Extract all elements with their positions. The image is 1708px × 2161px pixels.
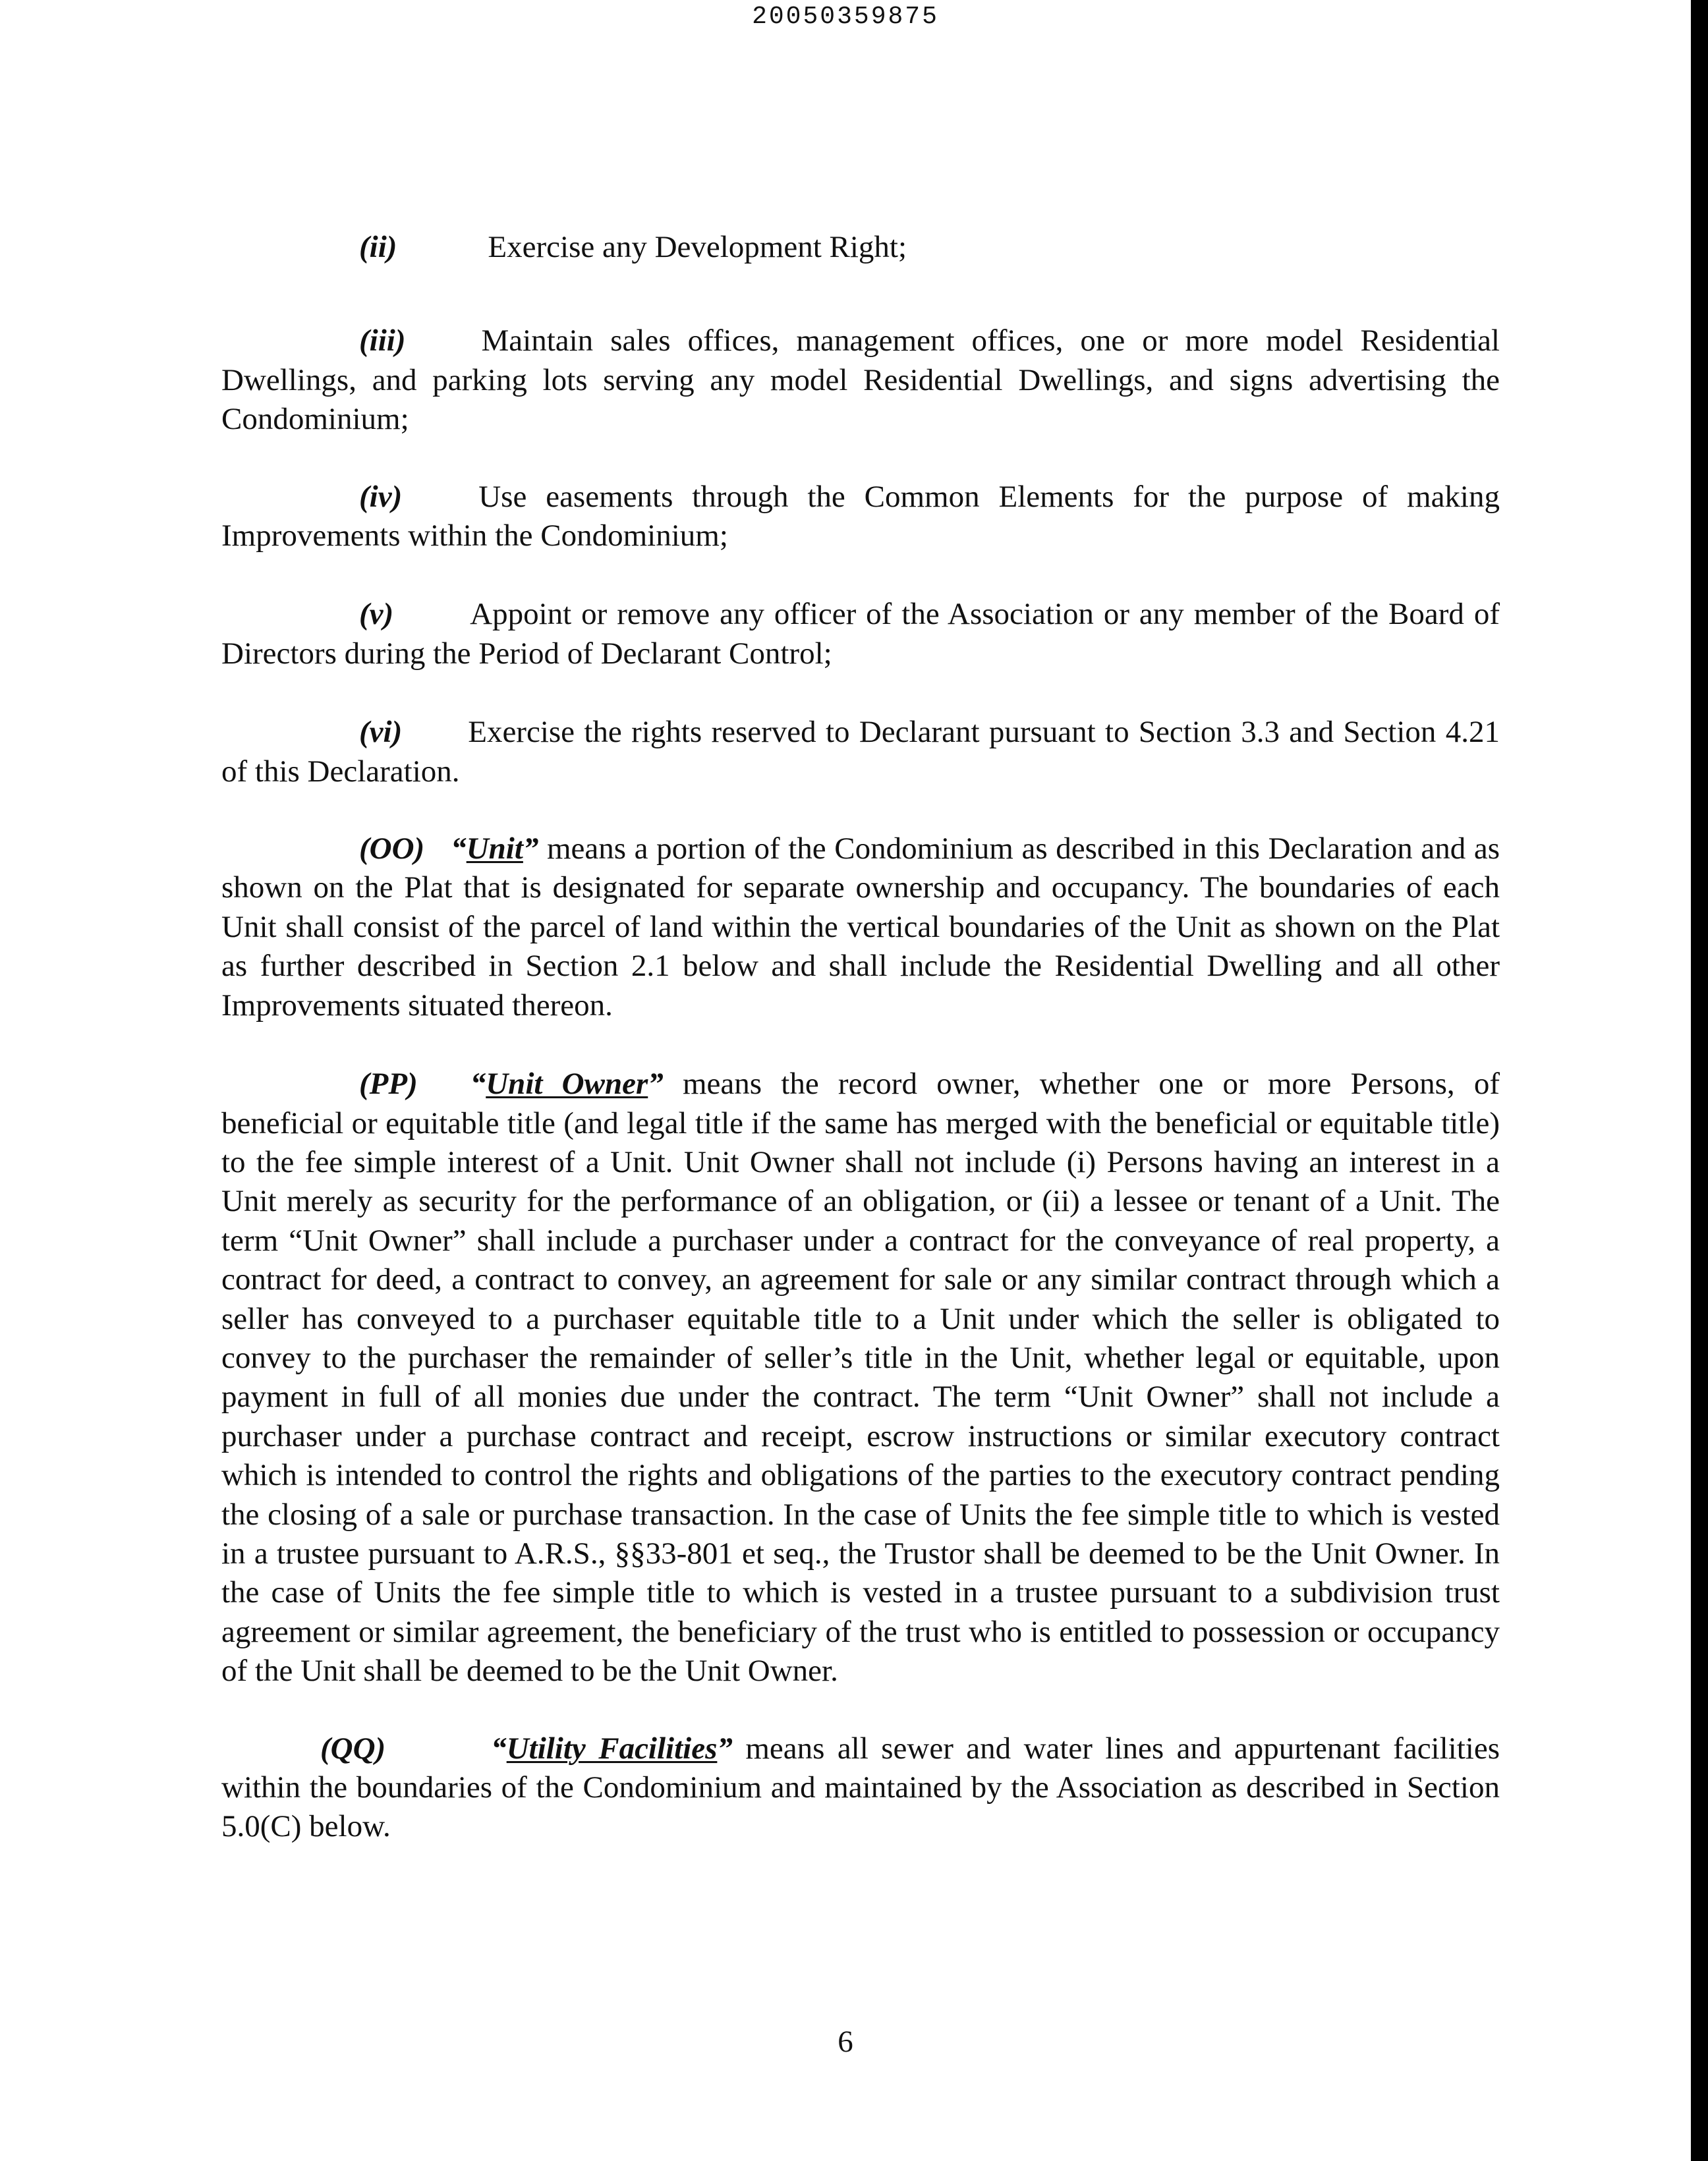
item-text: Maintain sales offices, management offices, one or more model Residential Dwellings, and parking lots serving any model Residential Dwellings, and signs advertising the Condominium; <box>221 323 1500 437</box>
defined-term: “Unit” <box>451 831 539 866</box>
item-v <box>221 595 1500 673</box>
item-label: (iv) <box>359 479 403 514</box>
item-text: Use easements through the Common Elements for the purpose of making Improvements within the Condominium; <box>221 479 1500 553</box>
scan-edge-bar <box>1691 0 1708 2161</box>
item-text: Exercise the rights reserved to Declarant pursuant to Section 3.3 and Section 4.21 of this Declaration. <box>221 715 1500 789</box>
item-iv <box>221 478 1500 556</box>
item-label: (v) <box>359 597 394 632</box>
page-number: 6 <box>838 2025 853 2059</box>
defined-term-text: Unit <box>466 831 523 866</box>
defined-term: “Unit Owner” <box>470 1067 664 1102</box>
definition-label: (QQ) <box>320 1731 386 1766</box>
definition-label: (OO) <box>359 831 425 866</box>
item-ii <box>221 228 1500 267</box>
definition-text: means a portion of the Condominium as described in this Declaration and as shown on the Plat that is designated for separate ownership and occupancy. The boundaries of each Unit shall consist of the parcel of land within the vertical boundaries of the Unit as shown on the Plat as further described in Section 2.1 below and shall include the Residential Dwelling and all other Improvements situated thereon. <box>221 831 1500 1023</box>
definition-text: means all sewer and water lines and appurtenant facilities within the boundaries of the Condominium and maintained by the Association as described in Section 5.0(C) below. <box>221 1731 1500 1844</box>
definition-text: means the record owner, whether one or more Persons, of beneficial or equitable title (and legal title if the same has merged with the beneficial or equitable title) to the fee simple interest of a Unit. Unit Owner shall not include (i) Persons having an interest in a Unit merely as security for the performance of an obligation, or (ii) a lessee or tenant of a Unit. The term “Unit Owner” shall include a purchaser under a contract for the conveyance of real property, a contract for deed, a contract to convey, an agreement for sale or any similar contract through which a seller has conveyed to a purchaser equitable title to a Unit under which the seller is obligated to convey to the purchaser the remainder of seller’s title in the Unit, whether legal or equitable, upon payment in full of all monies due under the contract. The term “Unit Owner” shall not include a purchaser under a purchase contract and receipt, escrow instructions or similar executory contract which is intended to control the rights and obligations of the parties to the executory contract pending the closing of a sale or purchase transaction. In the case of Units the fee simple title to which is vested in a trustee pursuant to A.R.S., §§33-801 et seq., the Trustor shall be deemed to be the Unit Owner. In the case of Units the fee simple title to which is vested in a trustee pursuant to a subdivision trust agreement or similar agreement, the beneficiary of the trust who is entitled to possession or occupancy of the Unit shall be deemed to be the Unit Owner. <box>221 1067 1500 1689</box>
defined-term: “Utility Facilities” <box>491 1731 733 1766</box>
definition-qq <box>221 1729 1500 1847</box>
definition-pp <box>221 1065 1500 1691</box>
definition-oo <box>221 829 1500 1025</box>
document-body <box>221 228 1500 1847</box>
document-number: 20050359875 <box>752 3 939 31</box>
item-label: (iii) <box>359 323 406 358</box>
item-iii <box>221 322 1500 439</box>
defined-term-text: Utility Facilities <box>506 1731 718 1766</box>
item-label: (ii) <box>359 230 397 264</box>
item-text: Appoint or remove any officer of the Association or any member of the Board of Directors during the Period of Declarant Control; <box>221 597 1500 671</box>
item-text: Exercise any Development Right; <box>488 230 907 264</box>
item-vi <box>221 713 1500 791</box>
item-label: (vi) <box>359 715 403 750</box>
definition-label: (PP) <box>359 1067 418 1102</box>
defined-term-text: Unit Owner <box>486 1067 648 1102</box>
